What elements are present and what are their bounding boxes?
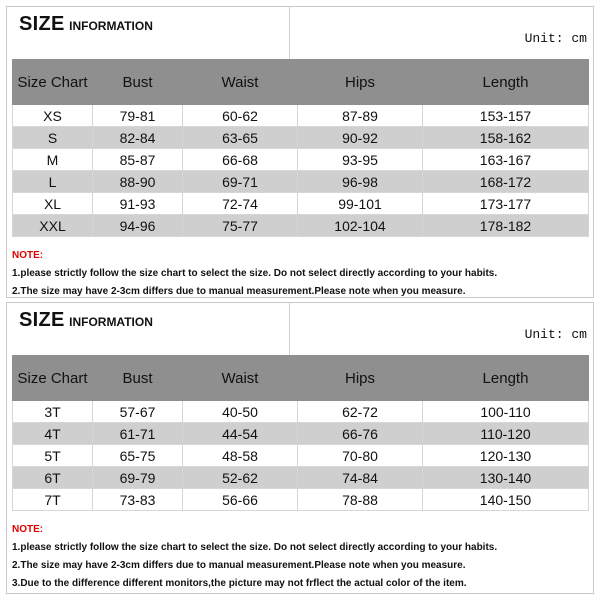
cell-bust: 94-96 — [93, 215, 183, 237]
cell-bust: 85-87 — [93, 149, 183, 171]
table-row — [13, 127, 589, 149]
cell-length: 100-110 — [423, 401, 589, 423]
cell-size: S — [13, 127, 93, 149]
col-length: Length — [423, 356, 589, 401]
cell-hips: 78-88 — [298, 489, 423, 511]
cell-length: 140-150 — [423, 489, 589, 511]
cell-bust: 61-71 — [93, 423, 183, 445]
cell-size: 3T — [13, 401, 93, 423]
note-title: NOTE: — [12, 250, 44, 261]
cell-waist: 40-50 — [183, 401, 298, 423]
cell-hips: 102-104 — [298, 215, 423, 237]
notes-block — [7, 521, 593, 593]
note-line: 2.The size may have 2-3cm differs due to manual measurement.Please note when you measure. — [12, 560, 466, 571]
note-title: NOTE: — [12, 524, 44, 535]
cell-waist: 56-66 — [183, 489, 298, 511]
cell-hips: 96-98 — [298, 171, 423, 193]
title-size: SIZE — [19, 13, 65, 35]
size-chart-panel-kids — [6, 302, 594, 594]
notes-block — [7, 247, 593, 301]
col-hips: Hips — [298, 60, 423, 105]
col-size-chart: Size Chart — [13, 60, 93, 105]
size-table-kids — [12, 355, 589, 511]
unit-label: Unit: cm — [524, 327, 587, 342]
table-row — [13, 215, 589, 237]
col-bust: Bust — [93, 60, 183, 105]
size-information-title — [19, 13, 153, 36]
cell-length: 163-167 — [423, 149, 589, 171]
cell-length: 130-140 — [423, 467, 589, 489]
table-row — [13, 423, 589, 445]
cell-size: XS — [13, 105, 93, 127]
cell-hips: 70-80 — [298, 445, 423, 467]
note-line: 3.Due to the difference different monitors,the picture may not frflect the actual color of the item. — [12, 578, 467, 589]
cell-bust: 88-90 — [93, 171, 183, 193]
cell-size: 7T — [13, 489, 93, 511]
cell-size: M — [13, 149, 93, 171]
table-row — [13, 105, 589, 127]
cell-length: 158-162 — [423, 127, 589, 149]
size-information-title — [19, 309, 153, 332]
cell-length: 178-182 — [423, 215, 589, 237]
header-divider — [289, 7, 290, 59]
cell-hips: 62-72 — [298, 401, 423, 423]
cell-bust: 79-81 — [93, 105, 183, 127]
col-waist: Waist — [183, 60, 298, 105]
col-size-chart: Size Chart — [13, 356, 93, 401]
cell-hips: 90-92 — [298, 127, 423, 149]
cell-size: 5T — [13, 445, 93, 467]
cell-hips: 99-101 — [298, 193, 423, 215]
table-row — [13, 489, 589, 511]
cell-size: 6T — [13, 467, 93, 489]
cell-waist: 72-74 — [183, 193, 298, 215]
cell-hips: 87-89 — [298, 105, 423, 127]
header-divider — [289, 303, 290, 355]
col-waist: Waist — [183, 356, 298, 401]
cell-length: 168-172 — [423, 171, 589, 193]
table-row — [13, 149, 589, 171]
size-table-adult — [12, 59, 589, 237]
note-line: 1.please strictly follow the size chart to select the size. Do not select directly according to your habits. — [12, 268, 498, 279]
table-row — [13, 193, 589, 215]
cell-bust: 69-79 — [93, 467, 183, 489]
cell-waist: 44-54 — [183, 423, 298, 445]
cell-bust: 73-83 — [93, 489, 183, 511]
table-row — [13, 445, 589, 467]
cell-length: 153-157 — [423, 105, 589, 127]
col-length: Length — [423, 60, 589, 105]
cell-bust: 82-84 — [93, 127, 183, 149]
cell-size: 4T — [13, 423, 93, 445]
title-information: INFORMATION — [69, 19, 153, 33]
cell-waist: 75-77 — [183, 215, 298, 237]
cell-bust: 91-93 — [93, 193, 183, 215]
panel-header — [7, 7, 593, 59]
unit-label: Unit: cm — [524, 31, 587, 46]
cell-hips: 66-76 — [298, 423, 423, 445]
table-row — [13, 467, 589, 489]
cell-length: 110-120 — [423, 423, 589, 445]
cell-hips: 74-84 — [298, 467, 423, 489]
cell-size: XL — [13, 193, 93, 215]
table-header-row — [13, 356, 589, 401]
cell-length: 173-177 — [423, 193, 589, 215]
title-size: SIZE — [19, 309, 65, 331]
cell-hips: 93-95 — [298, 149, 423, 171]
cell-waist: 52-62 — [183, 467, 298, 489]
col-hips: Hips — [298, 356, 423, 401]
cell-waist: 48-58 — [183, 445, 298, 467]
note-line: 2.The size may have 2-3cm differs due to manual measurement.Please note when you measure. — [12, 286, 466, 297]
cell-waist: 60-62 — [183, 105, 298, 127]
size-chart-panel-adult — [6, 6, 594, 298]
table-header-row — [13, 60, 589, 105]
table-row — [13, 401, 589, 423]
cell-size: XXL — [13, 215, 93, 237]
note-line: 1.please strictly follow the size chart to select the size. Do not select directly according to your habits. — [12, 542, 498, 553]
cell-bust: 57-67 — [93, 401, 183, 423]
cell-bust: 65-75 — [93, 445, 183, 467]
col-bust: Bust — [93, 356, 183, 401]
cell-waist: 66-68 — [183, 149, 298, 171]
cell-size: L — [13, 171, 93, 193]
cell-length: 120-130 — [423, 445, 589, 467]
cell-waist: 69-71 — [183, 171, 298, 193]
panel-header — [7, 303, 593, 355]
table-row — [13, 171, 589, 193]
cell-waist: 63-65 — [183, 127, 298, 149]
title-information: INFORMATION — [69, 315, 153, 329]
